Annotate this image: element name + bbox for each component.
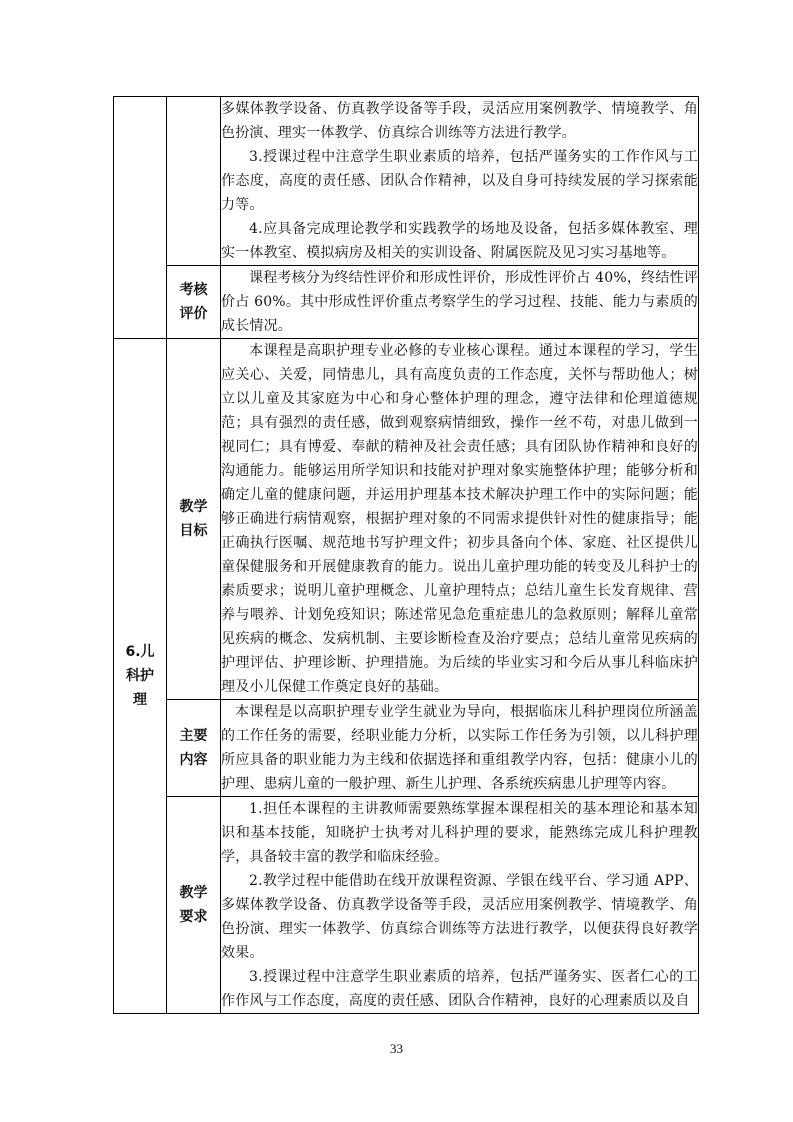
table-row — [114, 266, 699, 339]
assessment-cell — [221, 266, 699, 339]
requirements-paragraph: 4.应具备完成理论教学和实践教学的场地及设备，包括多媒体教室、理实一体教室、模拟病房及相关的实训设备、附属医院及见习实习基地等。 — [221, 221, 698, 261]
content-cell — [221, 700, 699, 797]
prev-label-cell — [167, 97, 221, 266]
table-row — [114, 97, 699, 266]
assessment-text: 课程考核分为终结性评价和形成性评价，形成性评价占 40%，终结性评价占 60%。其中形成性评价重点考察学生的学习过程、技能、能力与素质的成长情况。 — [221, 270, 698, 334]
requirements-paragraph: 1.担任本课程的主讲教师需要熟练掌握本课程相关的基本理论和基本知识和基本技能，知晓护士执考对儿科护理的要求，能熟练完成儿科护理教学，具备较丰富的教学和临床经验。 — [221, 801, 698, 865]
objectives-text: 本课程是高职护理专业必修的专业核心课程。通过本课程的学习，学生应关心、关爱，同情患儿，具有高度负责的工作态度，关怀与帮助他人；树立以儿童及其家庭为中心和身心整体护理的理念，遵守法律和伦理道德规范；具有强烈的责任感，做到观察病情细致，操作一丝不苟，对患儿做到一视同仁；具有博爱、奉献的精神及社会责任感；具有团队协作精神和良好的沟通能力。能够运用所学知识和技能对护理对象实施整体护理；能够分析和确定儿童的健康问题，并运用护理基本技术解决护理工作中的实际问题；能够正确进行病情观察，根据护理对象的不同需求提供针对性的健康指导；能正确执行医嘱、规范地书写护理文件；初步具备向个体、家庭、社区提供儿童保健服务和开展健康教育的能力。说出儿童护理功能的转变及儿科护士的素质要求；说明儿童护理概念、儿童护理特点；总结儿童生长发育规律、营养与喂养、计划免疫知识；陈述常见急危重症患儿的急救原则；解释儿童常见疾病的概念、发病机制、主要诊断检查及治疗要点；总结儿童常见疾病的护理评估、护理诊断、护理措施。为后续的毕业实习和今后从事儿科临床护理及小儿保健工作奠定良好的基础。 — [221, 343, 698, 695]
table-row — [114, 797, 699, 1014]
course-table — [113, 96, 699, 1014]
requirements-paragraph: 2.教学过程中能借助在线开放课程资源、学银在线平台、学习通 APP、多媒体教学设备、仿真教学设备等手段，灵活应用案例教学、情境教学、角色扮演、理实一体教学、仿真综合训练等方法进行教学，以便获得良好教学效果。 — [221, 873, 698, 961]
objectives-cell — [221, 339, 699, 700]
prev-course-cell — [114, 97, 167, 339]
objectives-label: 教学 目标 — [167, 339, 221, 700]
course-name-cell: 6.儿 科护 理 — [114, 339, 167, 1014]
requirements-paragraph: 3.授课过程中注意学生职业素质的培养，包括严谨务实的工作作风与工作态度，高度的责任感、团队合作精神，以及自身可持续发展的学习探索能力等。 — [221, 149, 698, 213]
prev-requirements-cell — [221, 97, 699, 266]
requirements-paragraph: 3.授课过程中注意学生职业素质的培养，包括严谨务实、医者仁心的工作作风与工作态度，高度的责任感、团队合作精神，良好的心理素质以及自 — [221, 969, 698, 1009]
table-row — [114, 339, 699, 700]
requirements-label: 教学 要求 — [167, 797, 221, 1014]
requirements-paragraph: 多媒体教学设备、仿真教学设备等手段，灵活应用案例教学、情境教学、角色扮演、理实一体教学、仿真综合训练等方法进行教学。 — [221, 101, 698, 141]
content-text: 本课程是以高职护理专业学生就业为导向，根据临床儿科护理岗位所涵盖的工作任务的需要，经职业能力分析，以实际工作任务为引领，以儿科护理所应具备的职业能力为主线和依据选择和重组教学内容，包括：健康小儿的护理、患病儿童的一般护理、新生儿护理、各系统疾病患儿护理等内容。 — [221, 704, 698, 792]
content-label: 主要 内容 — [167, 700, 221, 797]
assessment-label: 考核 评价 — [167, 266, 221, 339]
requirements-cell — [221, 797, 699, 1014]
page-number: 33 — [390, 1041, 403, 1056]
table-row — [114, 700, 699, 797]
